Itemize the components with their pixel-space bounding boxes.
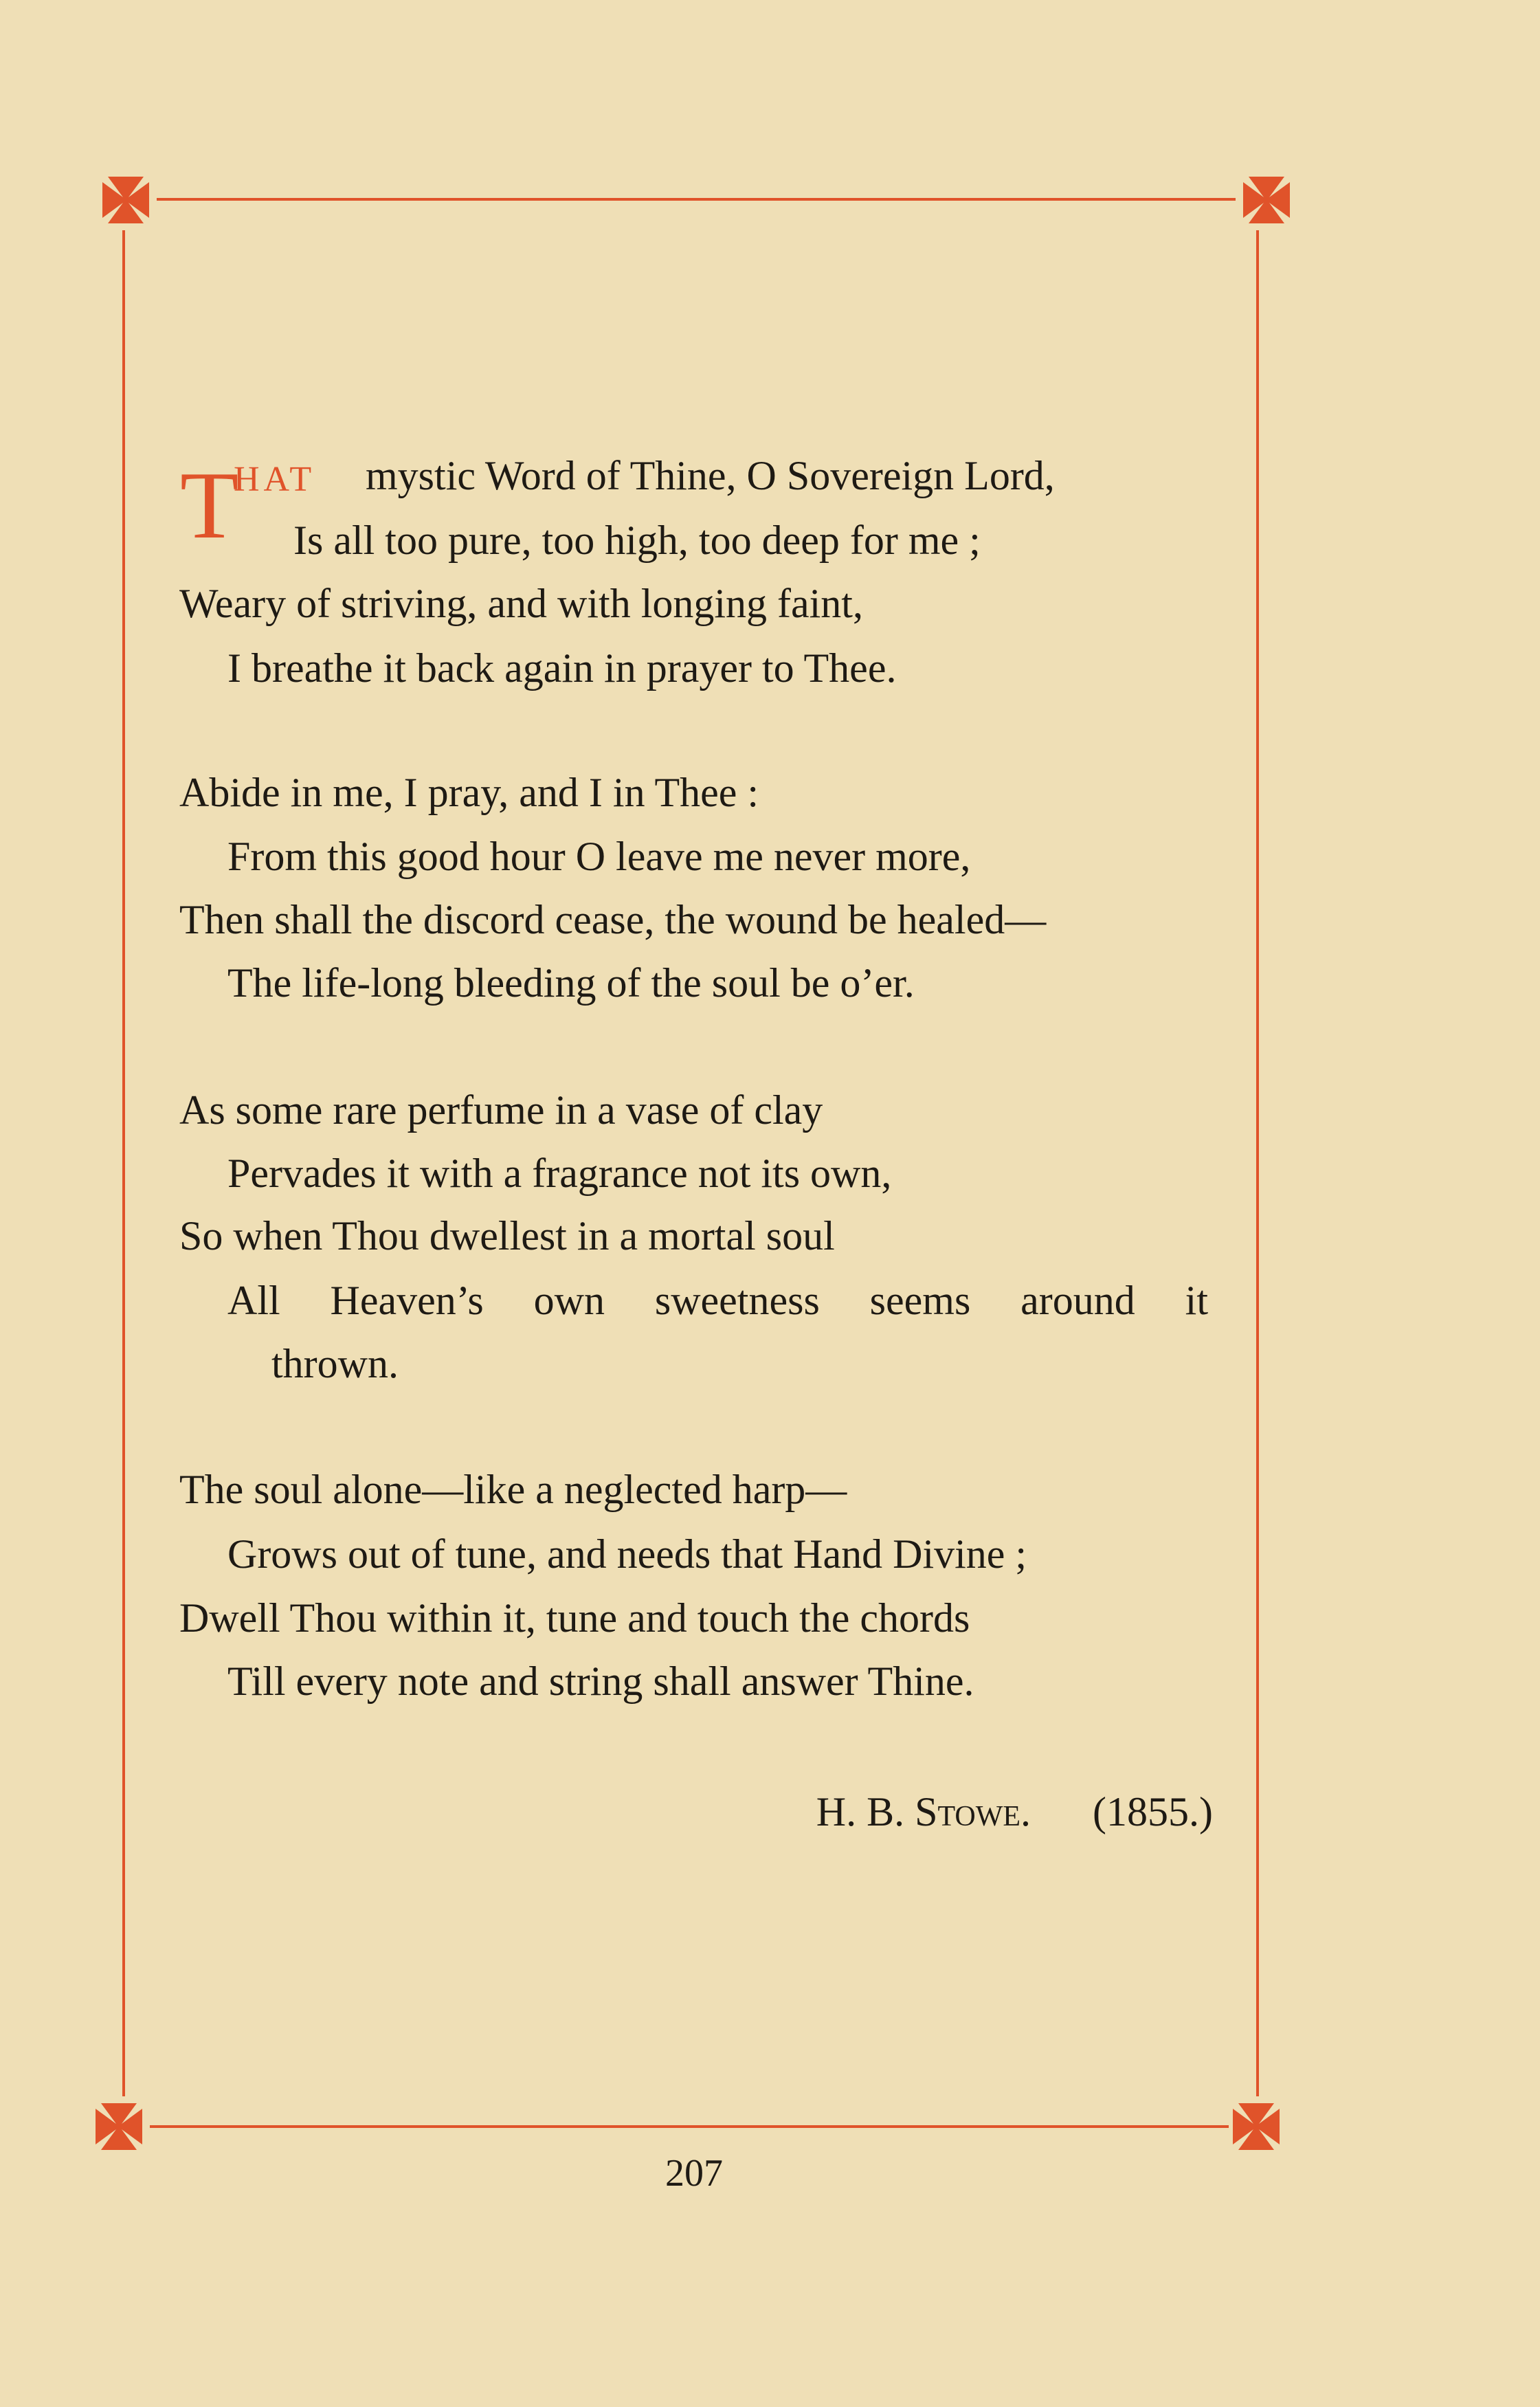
poem-line: Dwell Thou within it, tune and touch the chords [179, 1595, 970, 1641]
border-right [1256, 230, 1259, 2096]
border-left [122, 230, 125, 2096]
poem-line: Then shall the discord cease, the wound be healed— [179, 897, 1047, 942]
poem-line: From this good hour O leave me never more, [227, 834, 971, 879]
poem-line: The soul alone—like a neglected harp— [179, 1467, 847, 1512]
poem-line: Till every note and string shall answer Thine. [227, 1659, 974, 1704]
signature [816, 1791, 1213, 1832]
page-number: 207 [665, 2152, 723, 2195]
author: H. B. Stowe. [816, 1789, 1031, 1834]
poem-line: As some rare perfume in a vase of clay [179, 1087, 823, 1133]
poem-line: mystic Word of Thine, O Sovereign Lord, [366, 453, 1055, 498]
maltese-cross-icon [98, 173, 153, 228]
maltese-cross-icon [1239, 173, 1294, 228]
poem-line: I breathe it back again in prayer to Thee. [227, 645, 897, 691]
poem-line: Weary of striving, and with longing faint, [179, 581, 863, 626]
poem-line: Pervades it with a fragrance not its own, [227, 1151, 892, 1196]
poem-line: Is all too pure, too high, too deep for me ; [293, 518, 981, 563]
drop-cap: T [180, 452, 239, 559]
border-bottom [150, 2125, 1229, 2128]
poem-line: thrown. [271, 1341, 399, 1386]
maltese-cross-icon [1229, 2099, 1284, 2154]
poem-line: All Heaven’s own sweetness seems around it [227, 1278, 1208, 1323]
year: (1855.) [1093, 1789, 1213, 1834]
maltese-cross-icon [91, 2099, 146, 2154]
poem-line: So when Thou dwellest in a mortal soul [179, 1213, 835, 1258]
poem-line: Abide in me, I pray, and I in Thee : [179, 770, 759, 815]
poem-line: The life-long bleeding of the soul be o’er. [227, 960, 915, 1006]
poem-line: Grows out of tune, and needs that Hand Divine ; [227, 1531, 1027, 1577]
border-top [157, 198, 1236, 201]
drop-cap-rest: HAT [234, 460, 316, 499]
